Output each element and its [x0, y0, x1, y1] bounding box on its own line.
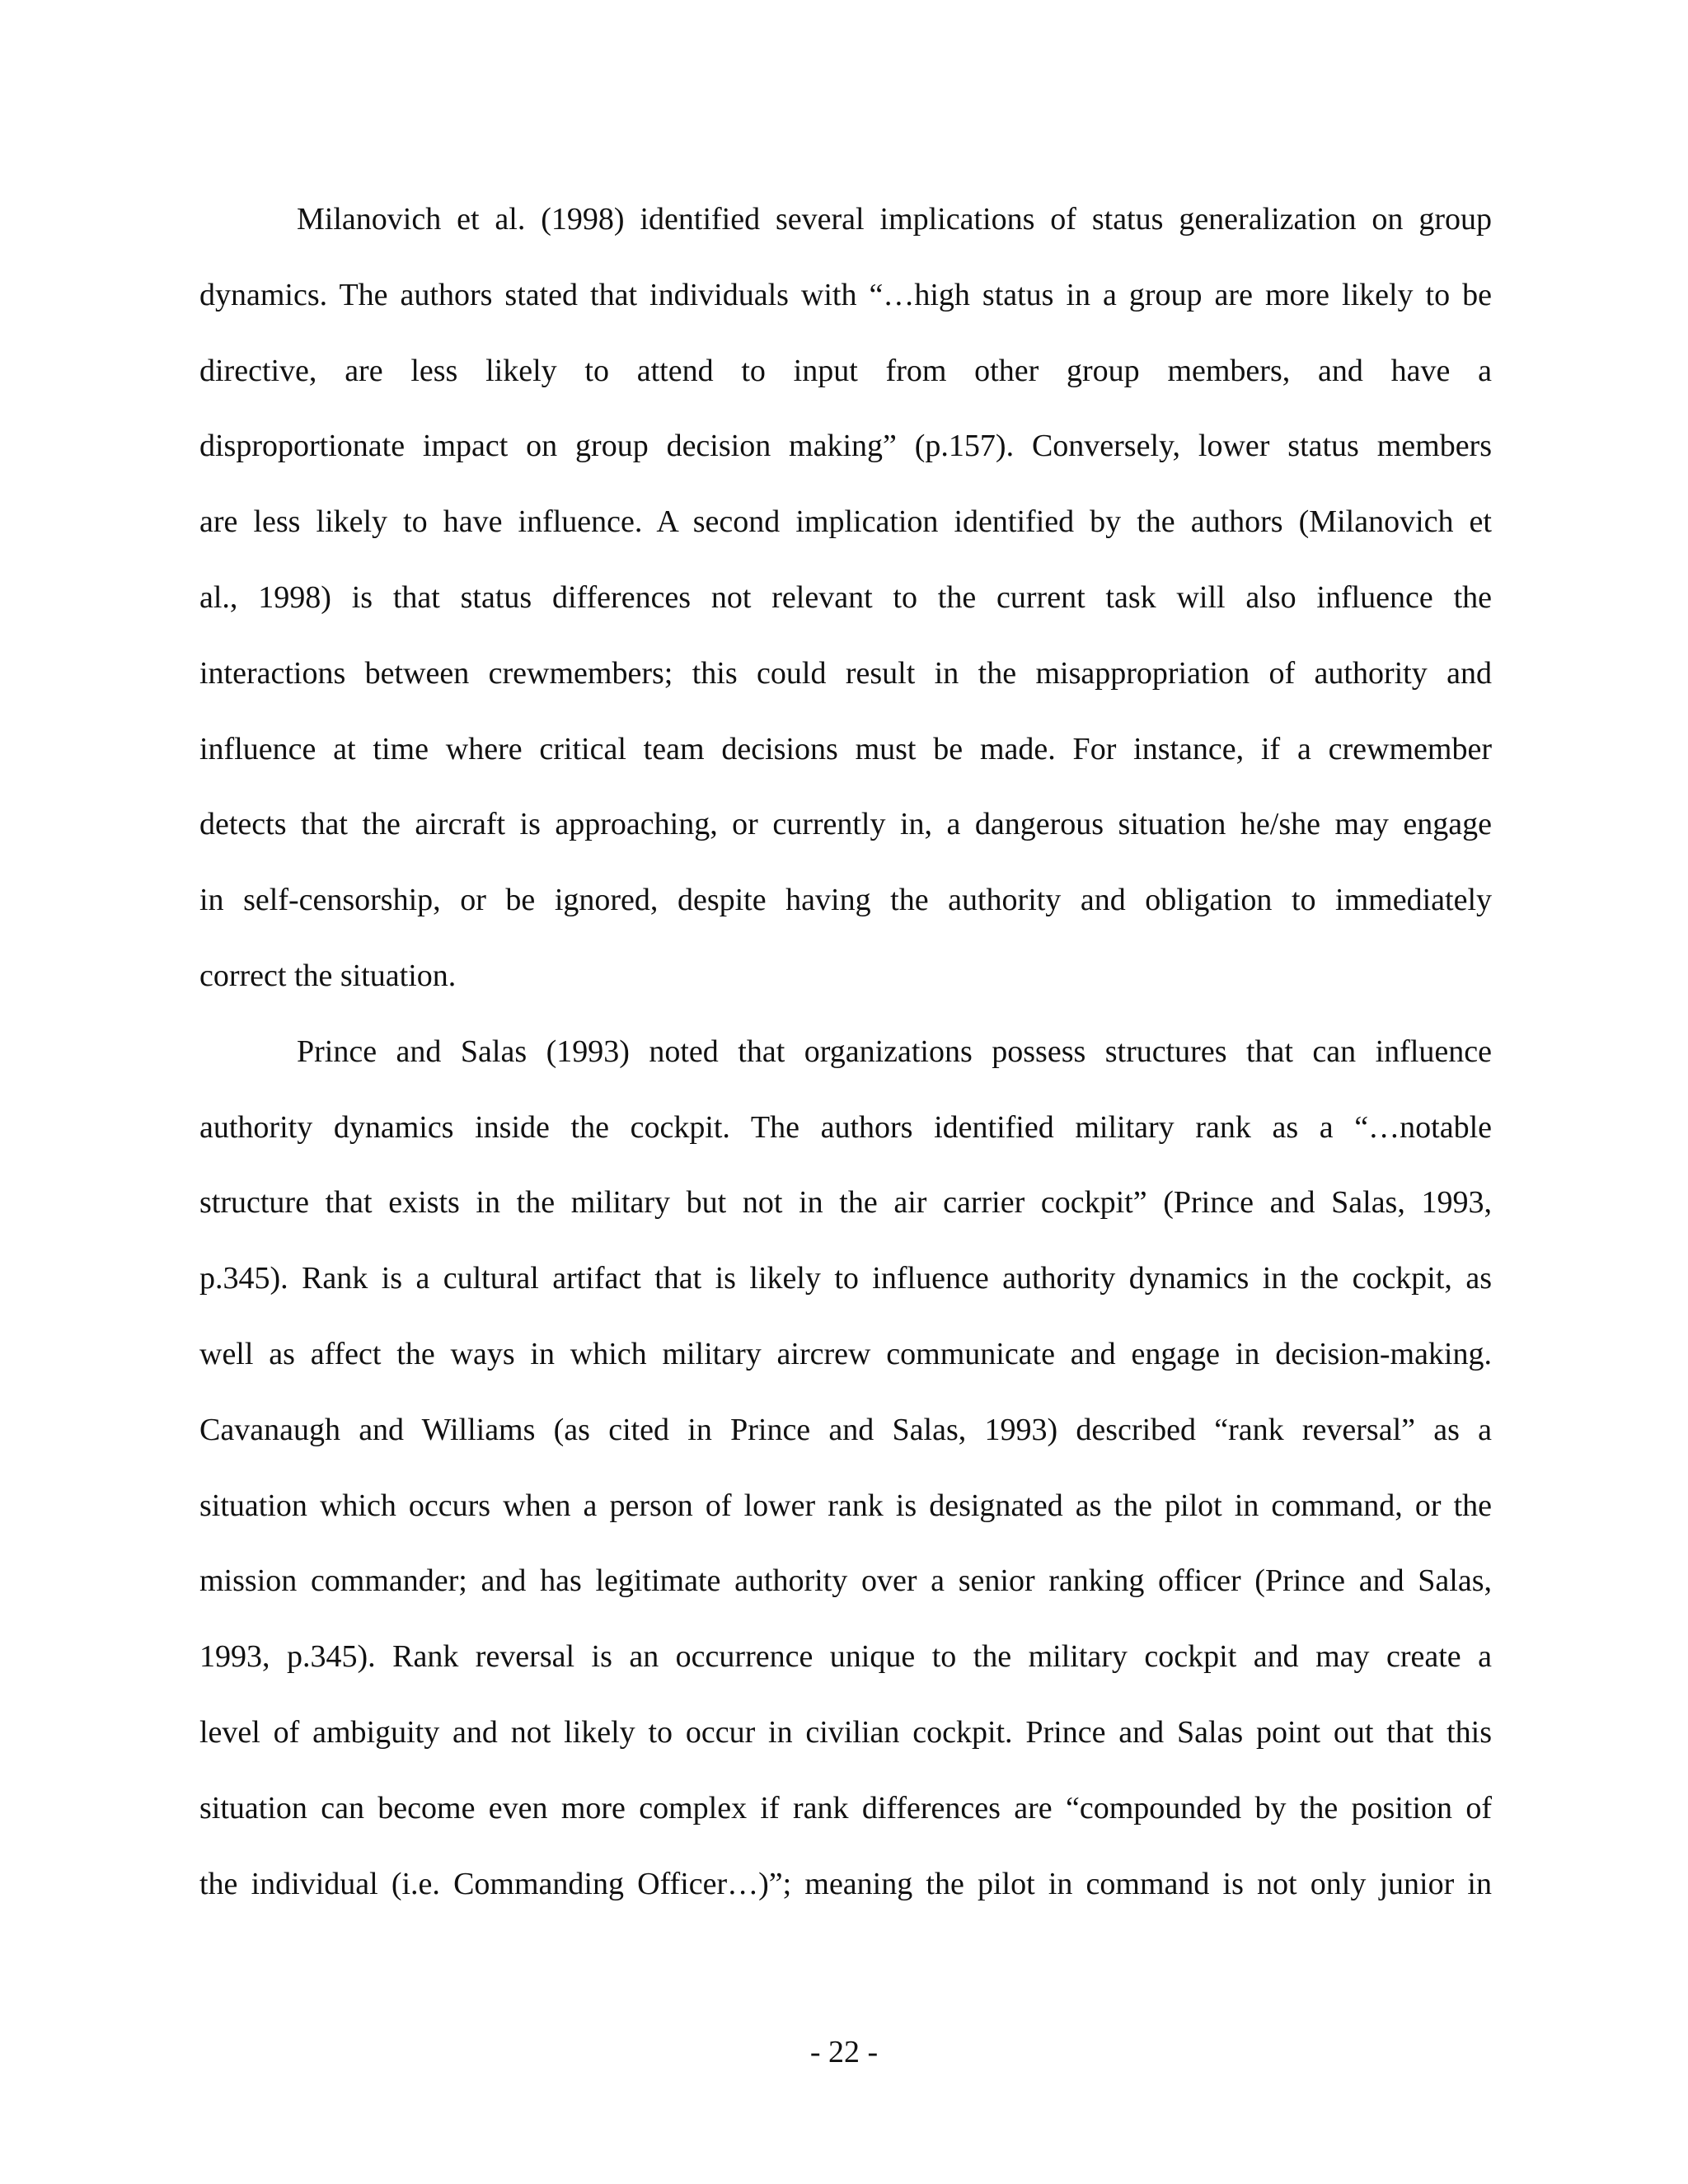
paragraph-2-line-5: well as affect the ways in which military aircrew communicate and engage in decision-making.: [199, 1336, 1492, 1371]
paragraph-2-line-8: mission commander; and has legitimate authority over a senior ranking officer (Prince and Salas,: [199, 1563, 1492, 1599]
paragraph-1-line-6: al., 1998) is that status differences not relevant to the current task will also influence the: [199, 579, 1492, 615]
paragraph-2-line-10: level of ambiguity and not likely to occur in civilian cockpit. Prince and Salas point out that this: [199, 1714, 1492, 1750]
paragraph-1-line-11: correct the situation.: [199, 958, 457, 993]
paragraph-1-line-8: influence at time where critical team decisions must be made. For instance, if a crewmember: [199, 731, 1492, 766]
paragraph-2-line-11: situation can become even more complex if rank differences are “compounded by the position of: [199, 1790, 1492, 1825]
body-text: [199, 196, 1492, 1936]
paragraph-1-line-1: Milanovich et al. (1998) identified several implications of status generalization on group: [297, 202, 1492, 237]
paragraph-1-line-5: are less likely to have influence. A second implication identified by the authors (Milanovich et: [199, 504, 1492, 540]
paragraph-1-line-4: disproportionate impact on group decision making” (p.157). Conversely, lower status members: [199, 429, 1492, 464]
paragraph-1-line-10: in self-censorship, or be ignored, despite having the authority and obligation to immediately: [199, 883, 1492, 918]
page-number: - 22 -: [809, 2035, 879, 2069]
paragraph-1-line-9: detects that the aircraft is approaching, or currently in, a dangerous situation he/she may engage: [199, 807, 1492, 842]
paragraph-2-line-12: the individual (i.e. Commanding Officer…)”; meaning the pilot in command is not only junior in: [199, 1866, 1492, 1901]
paragraph-2-line-2: authority dynamics inside the cockpit. The authors identified military rank as a “…notable: [199, 1109, 1492, 1145]
paragraph-1-line-3: directive, are less likely to attend to input from other group members, and have a: [199, 353, 1492, 388]
paragraph-2-line-9: 1993, p.345). Rank reversal is an occurrence unique to the military cockpit and may create a: [199, 1639, 1492, 1675]
paragraph-2-line-3: structure that exists in the military but not in the air carrier cockpit” (Prince and Salas, 1993,: [199, 1185, 1492, 1221]
paragraph-2-line-1: Prince and Salas (1993) noted that organizations possess structures that can influence: [297, 1033, 1492, 1069]
paragraph-2-line-6: Cavanaugh and Williams (as cited in Prince and Salas, 1993) described “rank reversal” as a: [199, 1412, 1492, 1447]
paragraph-1-line-7: interactions between crewmembers; this could result in the misappropriation of authority and: [199, 655, 1492, 691]
paragraph-2-line-4: p.345). Rank is a cultural artifact that is likely to influence authority dynamics in the cockpit, as: [199, 1261, 1492, 1296]
paragraph-1-line-2: dynamics. The authors stated that individuals with “…high status in a group are more likely to be: [199, 277, 1492, 312]
paragraph-2-line-7: situation which occurs when a person of lower rank is designated as the pilot in command, or the: [199, 1488, 1492, 1523]
